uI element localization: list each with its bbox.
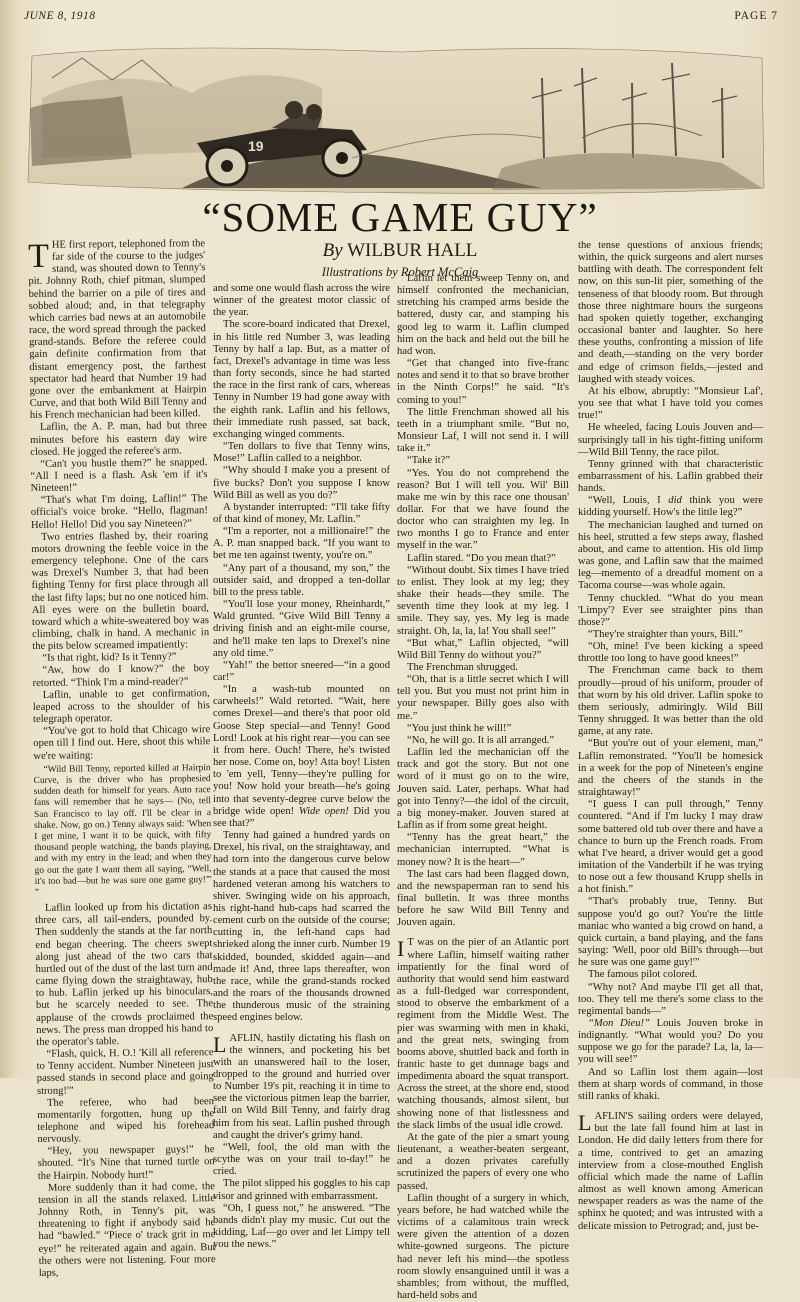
emphasis: Wide open!	[298, 805, 349, 817]
paragraph: “That's what I'm doing, Laflin!” The official's voice broke. “Hello, flagman! Hello! Hello! Did you say Nineteen?”	[30, 493, 208, 531]
paragraph: Two entries flashed by, their roaring motors drowning the feeble voice in the emergency telephone. One of the cars was Drexel's Number 3, that had been fighting Tenny for first place through all the last fifty laps; but no one noticed him. All eyes were on the bulletin board, toward which a white-sweatered boy was climbing, chalk in hand. A mechanic in the pits below screamed impatiently:	[31, 529, 210, 653]
paragraph: Laflin let them sweep Tenny on, and himself confronted the mechanician, stretching his cramped arms beside the battered, dusty car, and stamping his good leg to warm it. Laflin clumped him on the back and held out the bill he had won.	[397, 273, 569, 357]
paragraph	[578, 1018, 763, 1067]
paragraph: “No, he will go. It is all arranged.”	[407, 734, 555, 746]
paragraph: “Take it?”	[407, 455, 451, 467]
paragraph: “You've got to hold that Chicago wire open till I find out. Here, shoot this while we're waiting:	[33, 724, 211, 762]
paragraph	[28, 238, 207, 422]
paragraph: “Is that right, kid? Is it Tenny?”	[42, 651, 177, 665]
running-header	[24, 10, 778, 28]
paragraph: The famous pilot colored.	[588, 969, 698, 981]
page-number: PAGE 7	[734, 10, 778, 22]
car-number-label: 19	[248, 138, 264, 154]
paragraph: Laflin looked up from his dictation as three cars, all tail-enders, pounded by. Then suddenly the stands at the far north end began cheering. The cheers swept along just ahead of the two cars that hurtled out of the dust of the last turn and came flying down the straightaway, hub to hub. Laflin jerked up his binoculars, but he scarcely needed to see. The applause of the crowds proclaimed the news. The press man dropped his hand to the operator's table.	[35, 901, 214, 1048]
paragraph: “Oh, that is a little secret which I will tell you. But you must not print him in your newspaper. Billy goes also with me.”	[397, 674, 569, 722]
paragraph-text: think you were kidding yourself. How's the little leg?”	[578, 495, 763, 519]
paragraph: “Ten dollars to five that Tenny wins, Mose!” Laflin called to a neighbor.	[213, 441, 390, 465]
paragraph: The little Frenchman showed all his teeth in a triumphant smile. “But no, Monsieur Laf, I will not send it. I will take it.”	[397, 406, 569, 455]
paragraph-text: “In a wash-tub mounted on carwheels!” Wald retorted. “Wait, here comes Drexel—and there's that poor old Goose Step special—and Tenny! Good Lord! Look at his right rear—you can see it from here. Ouch! There, he's twisted her nose. Come on, boy! Atta boy! Listen to 'em yell, Tenny—they're pulling for you! Now hold your breath—he's going into that seventy-degree curve below the bridge wide open!	[213, 684, 390, 817]
drop-cap: I	[397, 936, 405, 962]
paragraph: “Get that changed into five-franc notes and send it to that so brave brother in the Ninth Corps!” he said. “It's coming to you!”	[397, 358, 569, 406]
paragraph-text: T was on the pier of an Atlantic port where Laflin, himself waiting rather impatiently for the final word of authority that would send him eastward as a full-fledged war correspondent, stood to observe the embarkment of a regiment from the Middle West. The pier was swarming with men in khaki, and the great nets, swinging from booms above, shuttled back and forth in frantic haste to get dunnage bags and impedimenta aboard the squat transport. Across the street, at the shore end, stood watching thousands, almost silent, but showing none of that listlessness and the slack limbs of the usual idle crowd.	[397, 937, 569, 1131]
paragraph: A bystander interrupted: “I'll take fifty of that kind of money, Mr. Laflin.”	[213, 501, 390, 525]
paragraph: “I'm a reporter, not a millionaire!” the A. P. man snapped back. “If you want to bet me ten against twenty, you're on.”	[213, 526, 390, 562]
emphasis: “Mon Dieu!”	[588, 1018, 650, 1029]
paragraph: “Why not? And maybe I'll get all that, too. They tell me there's some class to the regimental bands—”	[578, 981, 763, 1017]
paragraph: “But what,” Laflin objected, “will Wild Bill Tenny do without you?”	[397, 637, 569, 661]
paragraph: “But you're out of your element, man,” Laflin remonstrated. “You'll be homesick in a week for the pop of Nineteen's engine and the cheers of the stands in the straightaway!”	[578, 738, 763, 799]
paragraph: “I guess I can pull through,” Tenny countered. “And if I'm lucky I may draw some battered old tub over there and have a chance to burn up the French roads. From what I've heard, a driver would get a good imitation of the Vanderbilt if he was trying to nose out a few thousand Krupp shells in a hot finish.”	[578, 799, 763, 896]
paragraph: “Without doubt. Six times I have tried to enlist. They look at my leg; they shake their heads—they smile. The seventh time they look at my leg. I smile. They say, yes. My leg is made straight. Oh, la, la, la! You shall see!”	[397, 564, 569, 637]
paragraph	[213, 1033, 390, 1142]
article-column-4	[578, 240, 763, 1232]
paragraph: the tense questions of anxious friends; within, the quick surgeons and alert nurses battling with death. The correspondent felt now, on this sun-lit pier, something of the tenseness of that bloody room. But through those three nightmare hours the surgeons had spoken quietly together, exchanging occasional banter and laughter. So here these youths, confronting a mission of life and death,—standing on the very border and edge of crimson fields,—jested and laughed with steady voices.	[578, 240, 763, 385]
paragraph: The Frenchman shrugged.	[407, 662, 518, 673]
paragraph: Laflin, the A. P. man, had but three minutes before his eastern day wire closed. He jogged the referee's arm.	[30, 420, 208, 458]
article-column-2	[213, 283, 390, 1251]
paragraph: The score-board indicated that Drexel, in his little red Number 3, was leading Tenny by half a lap. But, as a matter of fact, Drexel's advantage in time was less than forty seconds, since he had started the race in the first rank of cars, whereas Tenny in Number 19 had gone away with the eighth rank. Laflin and his fellows, their immediate rush passed, sat back, exchanging winged comments.	[213, 319, 390, 440]
paragraph: “Yah!” the bettor sneered—“in a good car!”	[213, 659, 390, 683]
paragraph: “Tenny has the great heart,” the mechanician interrupted. “What is money now? It is the heart—”	[397, 832, 569, 868]
paragraph-text: AFLIN'S sailing orders were delayed, but the late fall found him at last in London. He did daily letters from there for a time, contrived to get an amazing interview from a close-mouthed English official which made the name of Laflin almost as well known among American newspaper readers as was the name of the sphinx he quoted; and was intrusted with a delicate mission to Petrograd; and, just be-	[578, 1111, 763, 1232]
drop-cap: L	[213, 1031, 227, 1057]
paragraph: Tenny grinned with that characteristic embarrassment of his. Laflin grabbed their hands.	[578, 458, 763, 495]
header-illustration	[22, 38, 770, 198]
dictated-quote: “Wild Bill Tenny, reported killed at Hairpin Curve, is the driver who has prophesied sudden death for himself for years. Auto race fans will remember that he says— (No, tell San Francisco to lay off. I'll be clear in a shake. Now, go on.) Tenny always said: 'When I get mine, I want it to be quick, with fifty thousand people watching, the bands playing, and with my entry in the lead; and when they go out the gate I want them all saying, “Well, it's too bad—but he was sure one game guy!”' ”	[33, 762, 212, 898]
article-title: “SOME GAME GUY”	[202, 194, 598, 240]
paragraph: The Frenchman came back to them proudly—proud of his uniform, prouder of that worn by his old driver. Laflin spoke to them seriously, admiringly. Wild Bill Tenny shrugged. It was better than the old game, at any rate.	[578, 665, 763, 738]
paragraph: and some one would flash across the wire winner of the greatest motor classic of the year.	[213, 283, 390, 319]
illustration-credit: Illustrations by Robert McCaig	[321, 265, 479, 279]
paragraph: “Yes. You do not comprehend the reason? But I will tell you. Wil' Bill make me win by this race one thousan' dollar. For that we have found the doctor who can straighten my leg. In two months I go to France and enter myself in the war.”	[397, 467, 569, 552]
paragraph: Laflin stared. “Do you mean that?”	[407, 552, 556, 564]
paragraph: “You'll lose your money, Rheinhardt,” Wald grunted. “Give Wild Bill Tenny a driving finish and an eight-mile course, and he'll make ten laps to Drexel's nine any old time.”	[213, 599, 390, 659]
paragraph: “Can't you hustle them?” he snapped. “All I need is a flash. Ask 'em if it's Nineteen!”	[30, 456, 208, 495]
paragraph	[578, 495, 763, 519]
paragraph: At the gate of the pier a smart young lieutenant, a weather-beaten sergeant, and a dozen privates carefully scrutinized the papers of every one who passed.	[397, 1131, 569, 1192]
paragraph: The mechanician laughed and turned on his heel, strutted a few steps away, flashed about, and came to attention. His old limp was gone, and Laflin saw that the maimed leg—memento of a dreadful moment on a Tacoma course—was whole again.	[578, 519, 763, 592]
paragraph: Laflin led the mechanician off the track and got the story. But not one word of it must go on to the wire, Jouven said. Later, perhaps. What had got into Tenny?—the idol of the circuit, a big money-maker. Jouven stared at Laflin as if from some great height.	[397, 747, 569, 832]
paragraph: He wheeled, facing Louis Jouven and—surprisingly tall in his tight-fitting uniform—Wild Bill Tenny, the race pilot.	[578, 422, 763, 458]
paragraph: Laflin thought of a surgery in which, years before, he had watched while the victims of a calamitous train wreck were given the attention of a dozen white-gowned surgeons. The picture had never left his mind—the spotless room slowly ensanguined until it was a shambles; from without, the muffled, hard-held sobs and	[397, 1192, 569, 1301]
paragraph: “Aw, how do I know?” the boy retorted. “Think I'm a mind-reader?”	[32, 663, 210, 689]
paragraph: “They're straighter than yours, Bill.”	[588, 629, 743, 640]
paragraph-text: AFLIN, hastily dictating his flash on the winners, and pocketing his bet with an unanswered hail to the loser, dropped to the ground and hurried over to Number 19's pit, reaching it in time to see the victorious pitmen leap the barrier, fall on Wild Bill Tenny, and fairly drag him from his seat. Laflin pushed through and caught the driver's grimy hand.	[213, 1032, 390, 1141]
byline-prefix: By	[322, 240, 343, 261]
paragraph	[578, 1111, 763, 1233]
paragraph-text: HE first report, telephoned from the far side of the course to the judges' stand, was shouted down to Tenny's pit. Johnny Roth, chief pitman, slumped behind the barrier on a pile of tires and sobbed aloud; and, in that telegraphy which carries bad news at an automobile race, the word spread through the packed grand-stands. Before the referee could gain definite confirmation from that distant emergency post, the farthest spectator had heard that Number 19 had gone over the embankment at Hairpin Curve, and that both Wild Bill Tenny and his French mechanician had been killed.	[28, 238, 207, 422]
paragraph-text: Louis Jouven broke in indignantly. “What would you? Do you suppose we go for the parade? La, la, la—you will see!”	[578, 1018, 763, 1066]
paragraph	[213, 684, 390, 830]
paragraph: “Any part of a thousand, my son,” the outsider said, and dropped a ten-dollar bill to the press table.	[213, 562, 390, 598]
paragraph: Tenny chuckled. “What do you mean 'Limpy'? Ever see straighter pins than those?”	[578, 592, 763, 628]
paragraph: “You just think he will!”	[407, 722, 512, 734]
paragraph: The referee, who had been momentarily forgotten, hung up the telephone and wiped his forehead nervously.	[37, 1095, 215, 1146]
emphasis: did	[668, 495, 682, 507]
paragraph: And so Laflin lost them again—lost them at sharp words of command, in those still ranks of khaki.	[578, 1066, 763, 1102]
paragraph: “Hey, you newspaper guys!” he shouted. “It's Nine that turned turtle on the Hairpin. Nobody hurt!”	[37, 1144, 215, 1182]
issue-date: JUNE 8, 1918	[24, 10, 96, 22]
paragraph	[397, 937, 569, 1132]
paragraph: “Flash, quick, H. O.! 'Kill all reference to Tenny accident. Number Nineteen just passed stands in second place and going strong!'”	[36, 1047, 214, 1097]
paragraph-text: “Well, Louis, I	[588, 495, 661, 507]
race-scene-drawing	[22, 38, 770, 198]
paragraph: “Oh, I guess not,” he answered. “The bands didn't play my music. Cut out the kidding, Laf—go over and let Limpy tell you the news.”	[213, 1202, 390, 1251]
paragraph: At his elbow, abruptly: “Monsieur Laf', you see that what I have told you comes true!”	[578, 385, 763, 422]
article-column-3	[397, 273, 569, 1301]
author-name: WILBUR HALL	[347, 240, 478, 261]
drop-cap: L	[578, 1110, 592, 1136]
paragraph: “That's probably true, Tenny. But suppose you'd go out? You're the little maniac who wanted a big crowd on hand, a quick curtain, a band playing, and the fans saying: 'Well, poor old Bill's through—but he sure was one game guy!'”	[578, 896, 763, 969]
article-column-1	[27, 237, 216, 1279]
paragraph: Laflin, unable to get confirmation, leaped across to the shoulder of his telegraph operator.	[32, 687, 210, 726]
paragraph-text: Did you see that?”	[213, 805, 390, 829]
paragraph: The last cars had been flagged down, and the newspaperman ran to send his final bulletin. It was three months before he saw Wild Bill Tenny and Jouven again.	[397, 868, 569, 929]
paragraph: “Oh, mine! I've been kicking a speed throttle too long to have good knees!”	[578, 641, 763, 665]
paragraph: “Well, fool, the old man with the scythe was on your trail to-day!” he cried.	[213, 1141, 390, 1178]
paragraph: “Why should I make you a present of five bucks? Don't you suppose I know Wild Bill as well as you do?”	[213, 465, 390, 501]
paragraph: More suddenly than it had come, the tension in all the stands relaxed. Little Johnny Roth, in Tenny's pit, was threatening to fight if anybody said he had “bawled.” “Piece o' track grit in me eye!” he reiterated again and again. But the others were not listening. Four more laps,	[37, 1180, 216, 1279]
drop-cap: T	[27, 237, 50, 275]
paragraph: The pilot slipped his goggles to his cap visor and grinned with embarrassment.	[213, 1178, 390, 1202]
paragraph: Tenny had gained a hundred yards on Drexel, his rival, on the straightaway, and had torn into the dangerous curve below the stands at a pace that caused the most hardened veteran among his watchers to shiver. Swinging wide on his approach, his right-hand hub-caps had scarred the cement curb on the outside of the course; cutting in, the left-hand caps had shrieked along the inner curb. Number 19 skidded, bounded, skidded again—and made it! And, three laps thereafter, won the race, while the grand-stands rocked and the roars of the thousands drowned the thunderous music of the straining speed engines below.	[213, 830, 390, 1024]
